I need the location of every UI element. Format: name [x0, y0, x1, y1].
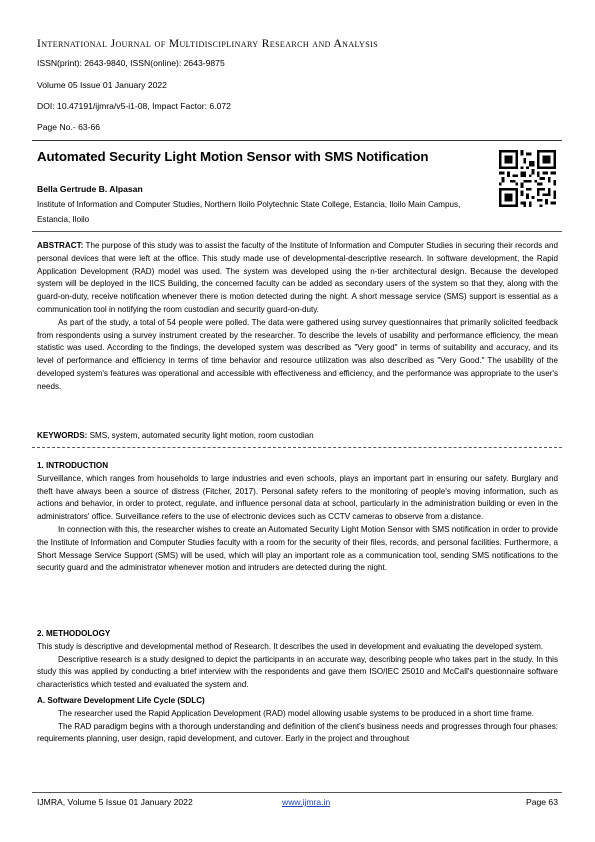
footer-rule — [32, 792, 562, 793]
keywords-section — [37, 430, 558, 443]
sdlc-subheading: A. Software Development Life Cycle (SDLC) — [37, 695, 205, 705]
methodology-section — [37, 628, 558, 746]
keywords-text: SMS, system, automated security light motion, room custodian — [89, 431, 314, 440]
abstract-paragraph-1: The purpose of this study was to assist the faculty of the Institute of Information and Computer Studies in securing their records and personal devices that were left at the office. This study made use of developmental-descriptive research. In software development, the Rapid Application Development (RAD) model was used. The system was developed using the n-tier architectural design. Because the developed system will be deployed in the IICS Building, the concerned faculty can be added as secondary users of the system so that they, along with the guard-on-duty, receive notification whenever there is motion detected during the night. A short message service (SMS) support is essential as a communication tool in notifying the room custodian and security guard-on-duty. — [37, 241, 558, 314]
author-name: Bella Gertrude B. Alpasan — [37, 184, 143, 194]
title-rule-bottom — [32, 231, 562, 232]
introduction-paragraph-1: Surveillance, which ranges from households to large industries and even schools, plays an important part in ensuring our safety. Burglary and theft have always been a source of distress (Fitcher, 2017). Personal safety refers to the monitoring of people's moving information, such as actions and behavior, in order to protect, regulate, and influence personal data at school, particularly in the administration building or even in the administrators' office. Surveillance refers to the use of electronic devices such as CCTV cameras to observe from a distance. — [37, 473, 558, 522]
page-footer — [37, 797, 558, 811]
doi: DOI: 10.47191/ijmra/v5-i1-08, Impact Factor: 6.072 — [37, 101, 231, 111]
journal-title: International Journal of Multidisciplinary Research and Analysis — [37, 38, 378, 50]
introduction-section — [37, 460, 558, 575]
page-number: Page 63 — [525, 797, 558, 807]
journal-website-link[interactable]: www.ijmra.in — [282, 797, 331, 807]
introduction-heading: 1. INTRODUCTION — [37, 461, 109, 470]
qr-code-icon — [499, 150, 556, 207]
methodology-paragraph-3: The researcher used the Rapid Application Development (RAD) model allowing usable systems to be produced in a short time frame. — [58, 708, 534, 718]
methodology-heading: 2. METHODOLOGY — [37, 629, 111, 638]
page-range: Page No.- 63-66 — [37, 122, 101, 132]
abstract-label: ABSTRACT: — [37, 241, 84, 250]
issn: ISSN(print): 2643-9840, ISSN(online): 2643-9875 — [37, 58, 225, 68]
keywords-divider — [32, 447, 562, 448]
methodology-paragraph-4: The RAD paradigm begins with a thorough understanding and definition of the client's business needs and progresses through four phases: requirements planning, user design, rapid development, and cutover. Early in the project and throughout — [37, 721, 558, 744]
volume-issue: Volume 05 Issue 01 January 2022 — [37, 80, 167, 90]
title-rule-top — [32, 140, 562, 141]
methodology-paragraph-1: This study is descriptive and developmental method of Research. It describes the used in development and evaluating the developed system. — [37, 641, 544, 651]
paper-title: Automated Security Light Motion Sensor with SMS Notification — [37, 149, 429, 164]
abstract-section — [37, 240, 558, 394]
footer-citation: IJMRA, Volume 5 Issue 01 January 2022 — [37, 797, 193, 807]
abstract-paragraph-2: As part of the study, a total of 54 people were polled. The data were gathered using survey questionnaires that primarily solicited feedback from respondents using a survey instrument created by the researcher. To describe the levels of usability and performance efficiency, the mean statistic was used. According to the findings, the developed system was described as "Very good" in terms of suitability and accuracy, and its level of performance and efficiency in terms of time behavior and resource utilization was also described as "Very Good." The usability of the developed system's features was operational and accessible with effectiveness and efficiency, and the performance was appropriate to the user's needs. — [37, 317, 558, 391]
introduction-paragraph-2: In connection with this, the researcher wishes to create an Automated Security Light Motion Sensor with SMS notification in order to provide the Institute of Information and Computer Studies faculty with a room for the security of their files, records, and personal facilities. Furthermore, a Short Message Service Support (SMS) will be used, which will play an important role as a communication tool, sending SMS notifications to the security guard and the administrator whenever motion and intruders are detected during the night. — [37, 524, 558, 573]
methodology-paragraph-2: Descriptive research is a study designed to depict the participants in an accurate way, describing people who takes part in the study. In this study this was applied by conducting a brief interview with the respondents and gave them ISO/IEC 25010 and McCall's questionnaire software characteristics which tested and evaluated the system and. — [37, 654, 558, 690]
author-affiliation: Institute of Information and Computer Studies, Northern Iloilo Polytechnic State College, Estancia, Iloilo Main Campus, Estancia, Iloilo — [37, 200, 461, 224]
keywords-label: KEYWORDS: — [37, 431, 88, 440]
